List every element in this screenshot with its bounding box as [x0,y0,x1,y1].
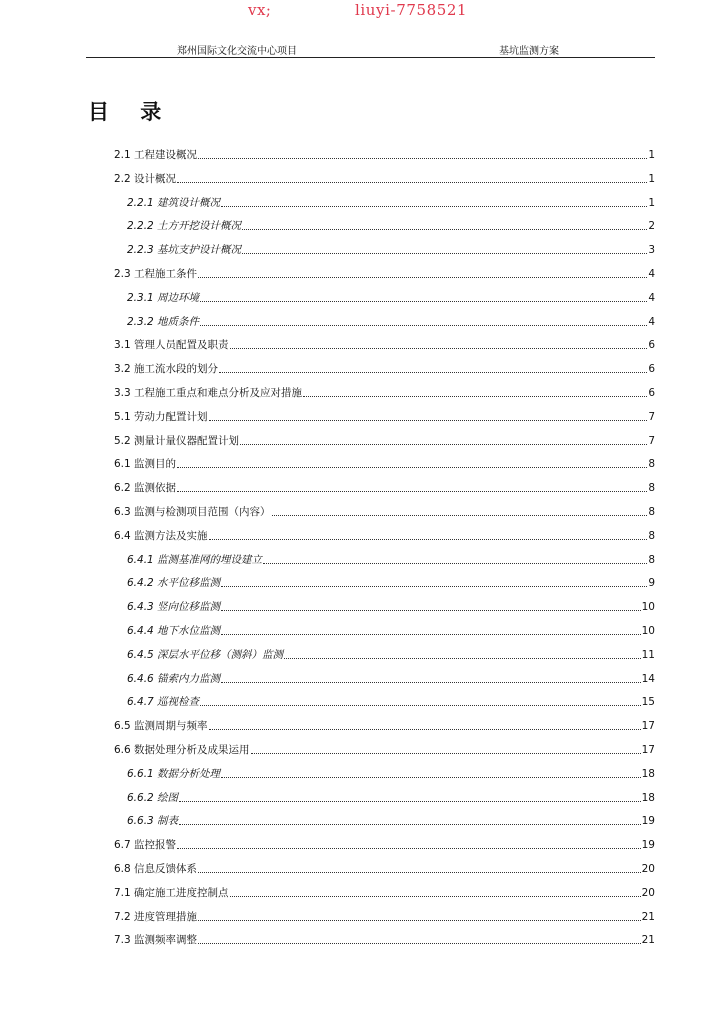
toc-entry-title: 7.2 进度管理措施 [114,910,198,923]
toc-entry[interactable] [127,190,655,210]
toc-dot-leader [230,347,648,349]
toc-page-number: 10 [641,601,655,614]
toc-entry[interactable] [114,856,655,876]
toc-entry[interactable] [114,332,655,352]
toc-entry[interactable] [114,142,655,162]
toc-page-number: 18 [641,791,655,804]
toc-entry-title: 6.4.5 深层水平位移（测斜）监测 [127,648,284,661]
toc-entry-title: 7.3 监测频率调整 [114,934,198,947]
header-project-name: 郑州国际文化交流中心项目 [177,46,297,57]
toc-page-number: 1 [648,149,655,161]
toc-page-number: 4 [648,315,655,328]
toc-page-number: 8 [648,458,655,471]
toc-entry[interactable] [127,618,655,638]
toc-dot-leader [179,800,641,802]
toc-dot-leader [221,585,647,587]
toc-entry[interactable] [127,689,655,709]
watermark-right-text: liuyi-7758521 [355,1,468,19]
toc-entry[interactable] [114,261,655,281]
toc-page-number: 8 [648,506,655,518]
toc-dot-leader [219,371,647,373]
toc-entry-title: 2.2 设计概况 [114,172,177,185]
toc-page-number: 8 [648,482,655,495]
toc-entry-title: 3.2 施工流水段的划分 [114,363,219,376]
toc-entry[interactable] [114,737,655,757]
toc-page-number: 2 [648,220,655,233]
toc-dot-leader [284,657,641,659]
toc-dot-leader [221,609,641,611]
toc-dot-leader [200,324,647,326]
toc-entry[interactable] [127,642,655,662]
toc-page-number: 18 [641,767,655,780]
toc-entry-title: 6.8 信息反馈体系 [114,863,198,875]
toc-entry-title: 6.4.4 地下水位监测 [127,625,221,637]
toc-dot-leader [209,419,648,421]
toc-dot-leader [177,490,647,492]
toc-page-number: 4 [648,291,655,304]
toc-entry[interactable] [127,570,655,590]
toc-entry[interactable] [127,785,655,805]
toc-page-number: 10 [641,625,655,637]
header-document-type: 基坑监测方案 [499,46,559,57]
toc-dot-leader [221,205,647,207]
toc-entry[interactable] [114,475,655,495]
toc-page-number: 6 [648,363,655,376]
toc-entry[interactable] [114,380,655,400]
toc-dot-leader [209,538,648,540]
toc-entry-title: 2.2.3 基坑支护设计概况 [127,244,242,257]
toc-page-number: 9 [648,577,655,590]
toc-entry-title: 6.2 监测依据 [114,482,177,495]
toc-entry-title: 6.4 监测方法及实施 [114,529,208,542]
toc-page-number: 21 [641,910,655,923]
toc-page-number: 7 [648,410,655,423]
toc-page-number: 1 [648,172,655,185]
toc-page-number: 6 [648,339,655,352]
toc-entry-title: 6.7 监控报警 [114,839,177,852]
toc-entry-title: 3.3 工程施工重点和难点分析及应对措施 [114,387,303,399]
toc-entry[interactable] [114,927,655,947]
toc-title: 目 录 [88,100,174,124]
toc-entry-title: 3.1 管理人员配置及职责 [114,339,229,352]
toc-page-number: 19 [641,839,655,852]
toc-dot-leader [242,228,647,230]
toc-dot-leader [179,823,641,825]
toc-entry-title: 5.2 测量计量仪器配置计划 [114,434,240,447]
toc-page-number: 17 [641,744,655,756]
toc-entry-title: 2.1 工程建设概况 [114,149,198,161]
toc-dot-leader [198,942,641,944]
toc-entry-title: 2.3 工程施工条件 [114,268,198,280]
toc-entry-title: 5.1 劳动力配置计划 [114,410,208,423]
toc-page-number: 17 [641,720,655,733]
toc-entry[interactable] [127,309,655,329]
toc-entry[interactable] [114,428,655,448]
toc-entry-title: 6.4.3 竖向位移监测 [127,601,221,614]
toc-dot-leader [200,704,641,706]
toc-entry-title: 6.1 监测目的 [114,458,177,471]
toc-entry-title: 6.4.2 水平位移监测 [127,577,221,590]
toc-dot-leader [177,466,647,468]
toc-entry-title: 2.2.1 建筑设计概况 [127,196,221,209]
toc-page-number: 8 [648,553,655,566]
toc-entry-title: 7.1 确定施工进度控制点 [114,886,229,899]
toc-page-number: 15 [641,696,655,709]
toc-entry-title: 2.2.2 土方开挖设计概况 [127,220,242,233]
toc-dot-leader [251,752,641,754]
toc-dot-leader [242,252,647,254]
toc-page-number: 7 [648,434,655,447]
toc-dot-leader [230,895,641,897]
toc-page-number: 14 [641,672,655,685]
toc-page-number: 21 [641,934,655,947]
toc-dot-leader [221,681,641,683]
toc-dot-leader [177,847,641,849]
toc-dot-leader [221,776,641,778]
toc-entry[interactable] [114,499,655,519]
toc-entry-title: 2.3.2 地质条件 [127,315,200,328]
toc-dot-leader [272,514,648,516]
toc-dot-leader [303,395,647,397]
toc-page-number: 19 [641,815,655,828]
toc-page-number: 11 [641,648,655,661]
toc-entry-title: 6.6.1 数据分析处理 [127,767,221,780]
toc-page-number: 1 [648,196,655,209]
toc-entry-title: 2.3.1 周边环境 [127,291,200,304]
toc-entry[interactable] [127,547,655,567]
toc-entry-title: 6.6.2 绘图 [127,791,179,804]
toc-entry-title: 6.6 数据处理分析及成果运用 [114,744,250,756]
toc-entry[interactable] [127,213,655,233]
toc-entry-title: 6.4.7 巡视检查 [127,696,200,709]
toc-dot-leader [198,871,641,873]
toc-entry[interactable] [127,594,655,614]
toc-page-number: 20 [641,863,655,875]
toc-entry[interactable] [114,404,655,424]
toc-entry[interactable] [114,523,655,543]
toc-entry[interactable] [114,904,655,924]
toc-dot-leader [177,181,647,183]
watermark-left-text: vx; [248,1,272,19]
toc-page-number: 6 [648,387,655,399]
toc-entry[interactable] [114,713,655,733]
toc-page-number: 3 [648,244,655,257]
toc-dot-leader [240,443,647,445]
toc-entry[interactable] [114,880,655,900]
toc-dot-leader [198,157,647,159]
toc-page-number: 4 [648,268,655,280]
toc-dot-leader [263,562,647,564]
toc-page-number: 20 [641,886,655,899]
toc-entry-title: 6.4.1 监测基准网的埋设建立 [127,553,263,566]
toc-dot-leader [209,728,641,730]
toc-entry[interactable] [114,832,655,852]
toc-entry-title: 6.3 监测与检测项目范围（内容） [114,506,271,518]
toc-dot-leader [221,633,641,635]
toc-entry[interactable] [127,761,655,781]
watermark [0,0,724,24]
toc-entry[interactable] [127,285,655,305]
toc-page-number: 8 [648,529,655,542]
toc-entry[interactable] [127,237,655,257]
toc-entry[interactable] [114,451,655,471]
toc-entry-title: 6.4.6 锚索内力监测 [127,672,221,685]
toc-dot-leader [198,919,641,921]
toc-entry[interactable] [114,166,655,186]
toc-entry-title: 6.5 监测周期与频率 [114,720,208,733]
toc-entry[interactable] [127,808,655,828]
toc-entry[interactable] [114,356,655,376]
toc-dot-leader [198,276,647,278]
toc-dot-leader [200,300,647,302]
toc-entry[interactable] [127,666,655,686]
toc-entry-title: 6.6.3 制表 [127,815,179,828]
page-header [86,40,655,58]
